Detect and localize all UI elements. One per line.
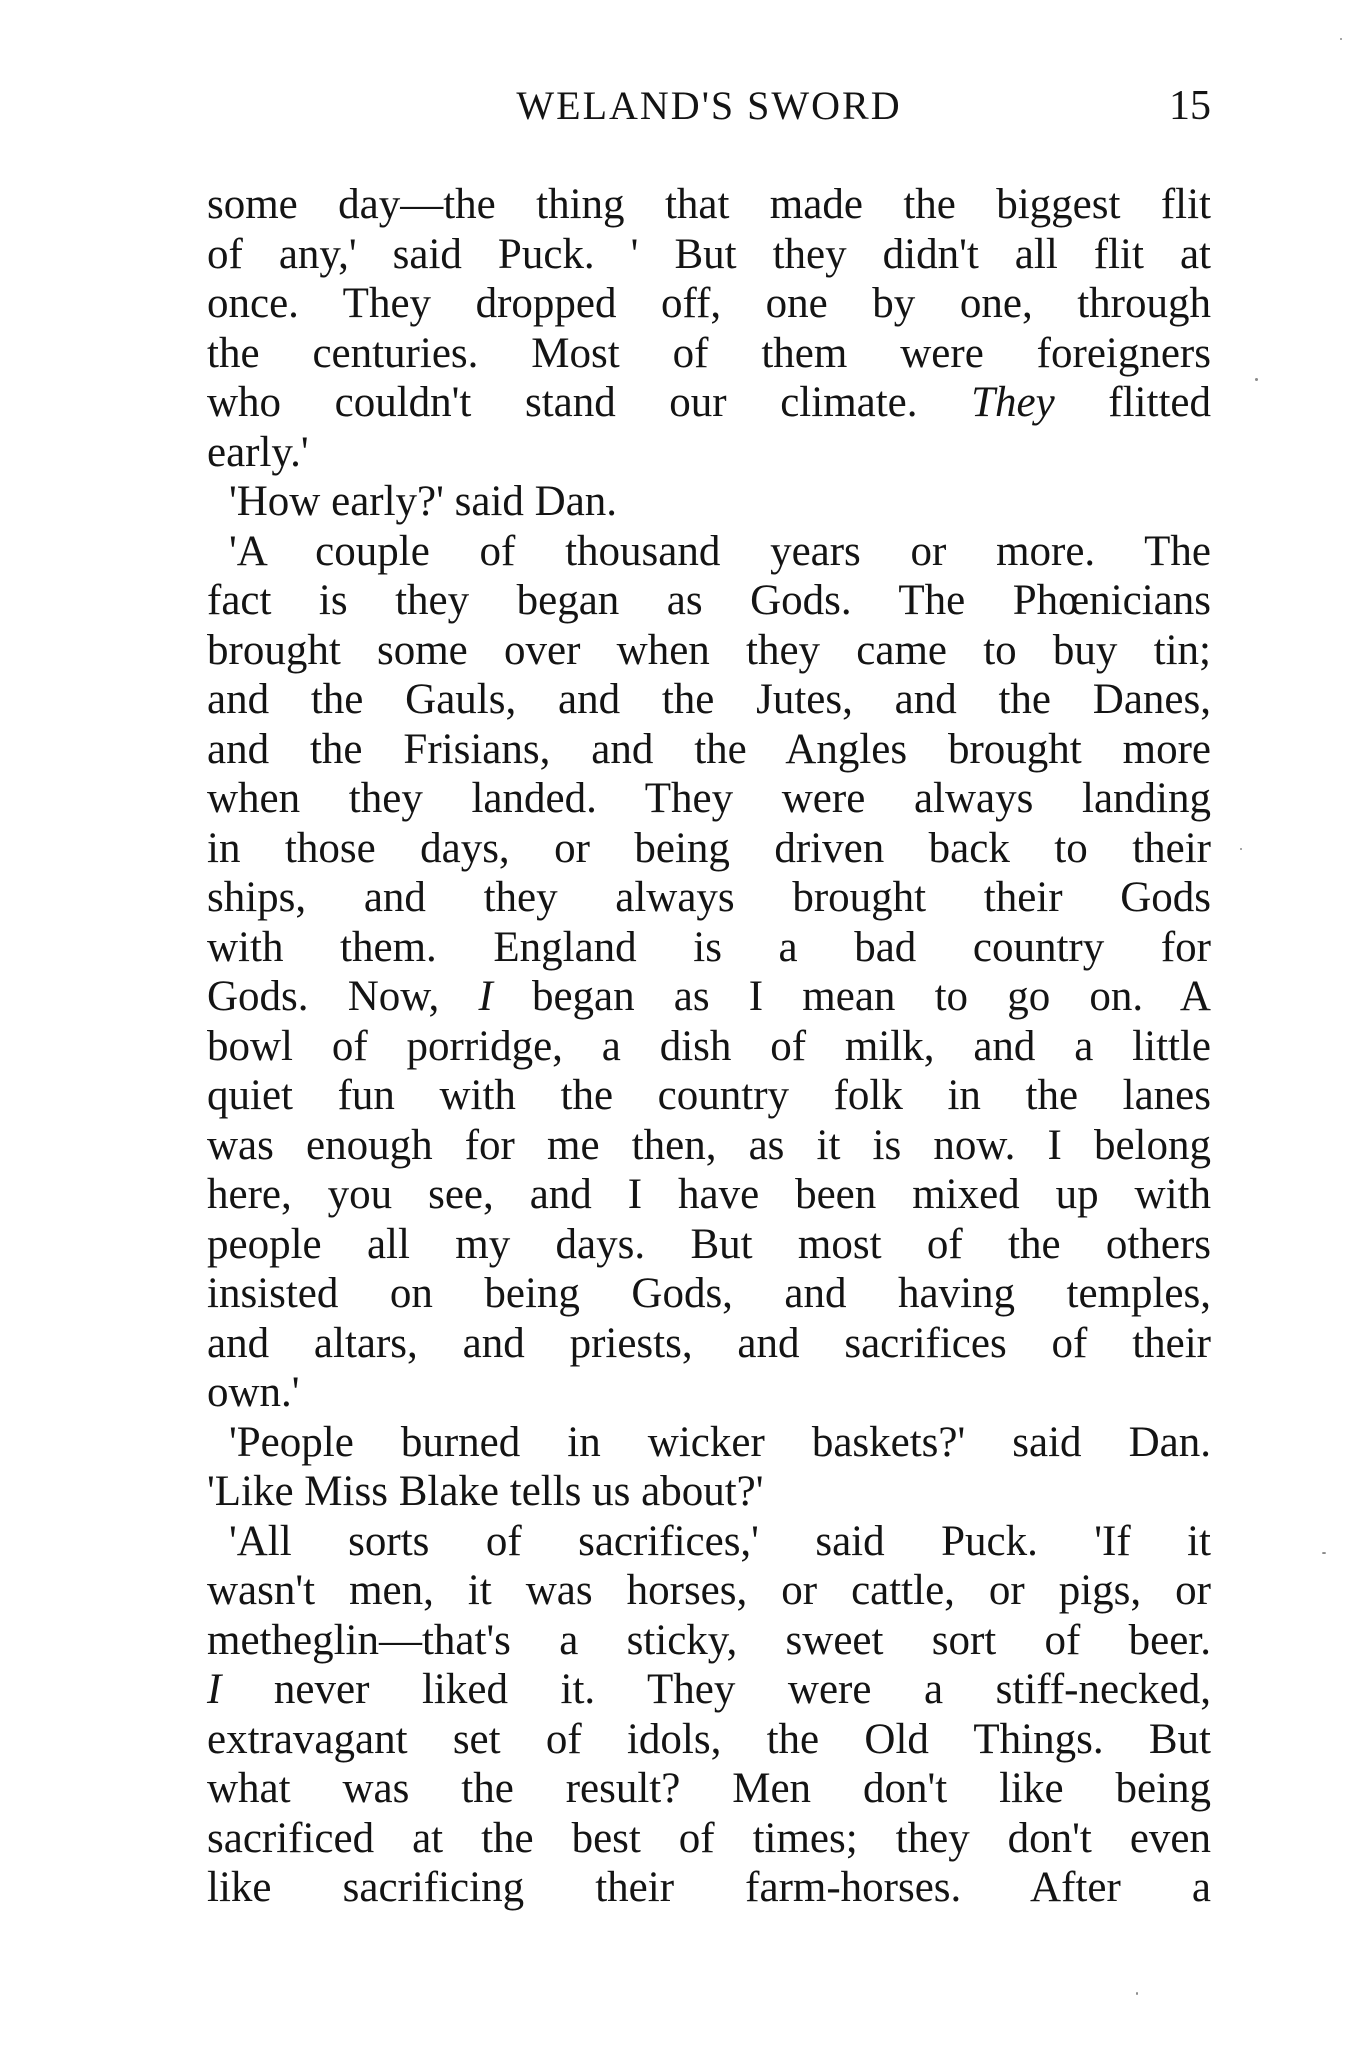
text-line: 'All sorts of sacrifices,' said Puck. 'If it [229, 1517, 1211, 1565]
text-line: and the Frisians, and the Angles brought more [207, 725, 1211, 773]
text-line: early.' [207, 428, 309, 476]
text-line: when they landed. They were always landing [207, 775, 1211, 822]
running-head [207, 78, 1211, 134]
paper-speck [1322, 1552, 1326, 1554]
text-line [207, 1665, 1211, 1715]
text-line: extravagant set of idols, the Old Things. But [207, 1715, 1211, 1763]
text-line: was enough for me then, as it is now. I belong [207, 1121, 1211, 1169]
text-line [207, 972, 1211, 1022]
text-line: insisted on being Gods, and having temples, [207, 1270, 1211, 1317]
running-title: WELAND'S SWORD [516, 83, 902, 128]
text-line: like sacrificing their farm-horses. After a [207, 1864, 1211, 1911]
text-line: sacrificed at the best of times; they don't even [207, 1814, 1211, 1862]
text-line: own.' [207, 1369, 300, 1416]
line-text: who couldn't stand our climate. [207, 379, 972, 426]
text-line: fact is they began as Gods. The Phœnicians [207, 577, 1211, 624]
text-line: 'A couple of thousand years or more. The [229, 527, 1211, 575]
paper-speck [1240, 848, 1242, 850]
paper-speck [1136, 1992, 1138, 1995]
body-text [207, 180, 1211, 1913]
text-line [207, 378, 1211, 428]
text-line: and altars, and priests, and sacrifices of their [207, 1319, 1211, 1367]
text-line: metheglin—that's a sticky, sweet sort of beer. [207, 1616, 1211, 1664]
line-text: began as I mean to go on. A [492, 973, 1211, 1020]
text-line: people all my days. But most of the others [207, 1220, 1211, 1268]
text-line: and the Gauls, and the Jutes, and the Danes, [207, 676, 1211, 723]
text-line: what was the result? Men don't like being [207, 1765, 1211, 1812]
paper-speck [1255, 378, 1258, 381]
emphasis-text: I [207, 1666, 222, 1713]
text-line: quiet fun with the country folk in the lanes [207, 1072, 1211, 1119]
text-line: bowl of porridge, a dish of milk, and a little [207, 1022, 1211, 1070]
text-line: once. They dropped off, one by one, through [207, 280, 1211, 327]
text-line: the centuries. Most of them were foreigners [207, 329, 1211, 377]
text-line: with them. England is a bad country for [207, 923, 1211, 971]
text-line: 'How early?' said Dan. [229, 478, 618, 525]
text-line: some day—the thing that made the biggest flit [207, 181, 1211, 228]
text-line: 'People burned in wicker baskets?' said Dan. [229, 1418, 1211, 1466]
line-text: never liked it. They were a stiff-necked, [221, 1666, 1211, 1713]
text-line: 'Like Miss Blake tells us about?' [207, 1468, 764, 1515]
page-number: 15 [1169, 83, 1211, 129]
paper-speck [1340, 38, 1342, 40]
text-line: of any,' said Puck. ' But they didn't all flit at [207, 230, 1211, 278]
emphasis-text: I [478, 973, 493, 1020]
text-line: wasn't men, it was horses, or cattle, or pigs, or [207, 1567, 1211, 1614]
text-line: brought some over when they came to buy tin; [207, 626, 1211, 674]
line-text: flitted [1054, 379, 1211, 426]
line-text: Gods. Now, [207, 973, 479, 1020]
text-line: ships, and they always brought their Gods [207, 874, 1211, 921]
text-line: in those days, or being driven back to their [207, 824, 1211, 872]
emphasis-text: They [971, 379, 1055, 426]
text-line: here, you see, and I have been mixed up with [207, 1171, 1211, 1218]
